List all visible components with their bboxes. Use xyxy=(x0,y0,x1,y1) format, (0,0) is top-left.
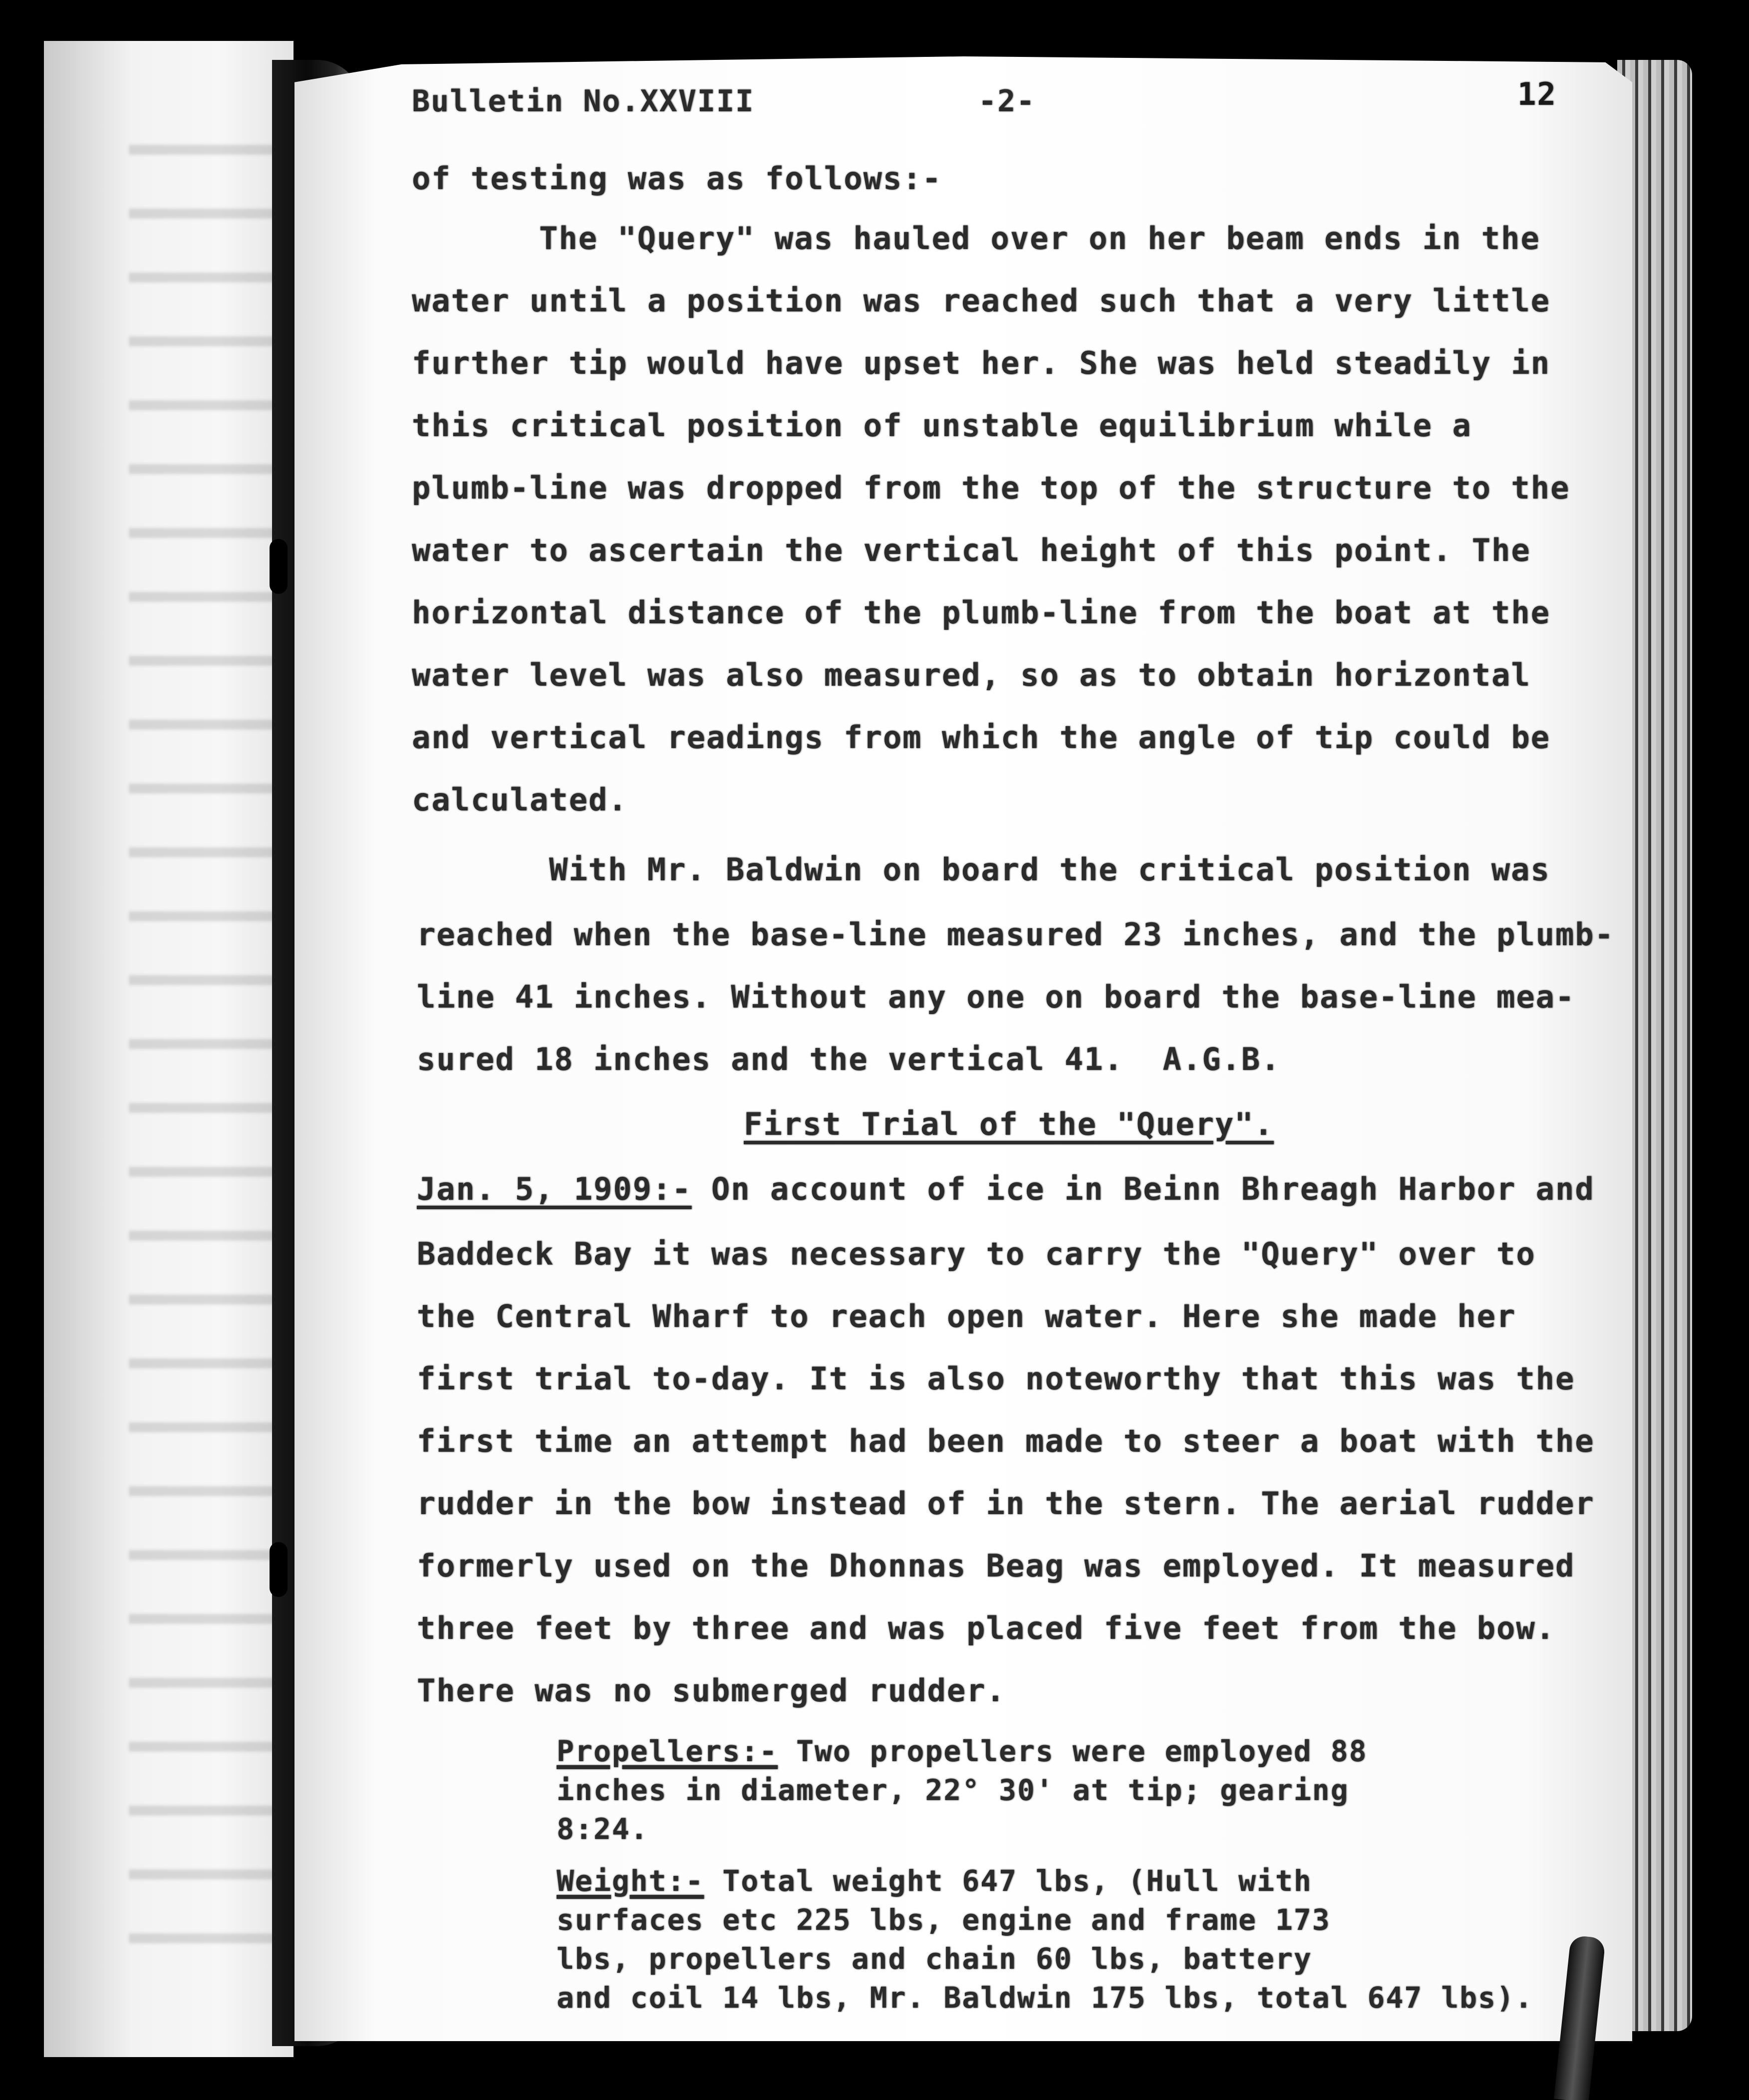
p1-line-4: this critical position of unstable equilibrium while a xyxy=(412,407,1472,444)
left-facing-page xyxy=(44,41,293,2057)
p2-line-4: sured 18 inches and the vertical 41. A.G.B. xyxy=(417,1041,1281,1077)
entry-date: Jan. 5, 1909:- xyxy=(417,1171,692,1207)
weight-line-4: and coil 14 lbs, Mr. Baldwin 175 lbs, total 647 lbs). xyxy=(557,1981,1533,2015)
propellers-line-1-rest: Two propellers were employed 88 xyxy=(778,1734,1368,1768)
propellers-line-1 xyxy=(557,1732,1367,1771)
p1-line-9: and vertical readings from which the angle of tip could be xyxy=(412,719,1550,756)
propellers-line-3: 8:24. xyxy=(557,1812,649,1846)
section-line-4: first trial to-day. It is also noteworthy that this was the xyxy=(417,1360,1575,1397)
bulletin-header: Bulletin No.XXVIII xyxy=(412,84,755,119)
propellers-label: Propellers:- xyxy=(557,1734,778,1768)
section-heading: First Trial of the "Query". xyxy=(744,1106,1274,1142)
section-line-8: three feet by three and was placed five feet from the bow. xyxy=(417,1610,1555,1646)
section-line-7: formerly used on the Dhonnas Beag was employed. It measured xyxy=(417,1548,1575,1584)
weight-line-2: surfaces etc 225 lbs, engine and frame 173 xyxy=(557,1903,1331,1937)
section-line-1 xyxy=(417,1158,1595,1220)
p1-line-6: water to ascertain the vertical height of this point. The xyxy=(412,532,1531,568)
intro-line: of testing was as follows:- xyxy=(412,160,942,197)
weight-label: Weight:- xyxy=(557,1864,704,1898)
p1-line-1: The "Query" was hauled over on her beam ends in the xyxy=(539,220,1540,257)
section-line-3: the Central Wharf to reach open water. Here she made her xyxy=(417,1298,1516,1334)
weight-line-1-rest: Total weight 647 lbs, (Hull with xyxy=(704,1864,1312,1898)
p1-line-7: horizontal distance of the plumb-line from the boat at the xyxy=(412,594,1550,631)
p2-line-1: With Mr. Baldwin on board the critical position was xyxy=(549,851,1550,888)
page-marker: -2- xyxy=(978,84,1036,119)
p1-line-2: water until a position was reached such that a very little xyxy=(412,282,1550,319)
section-line-5: first time an attempt had been made to steer a boat with the xyxy=(417,1423,1595,1459)
section-line-9: There was no submerged rudder. xyxy=(417,1672,1006,1709)
section-line-1-rest: On account of ice in Beinn Bhreagh Harbor and xyxy=(691,1171,1595,1207)
bleed-through-text xyxy=(129,101,279,1997)
section-line-2: Baddeck Bay it was necessary to carry the "Query" over to xyxy=(417,1236,1536,1272)
section-line-6: rudder in the bow instead of in the stern. The aerial rudder xyxy=(417,1485,1595,1522)
p2-line-3: line 41 inches. Without any one on board the base-line mea- xyxy=(417,979,1575,1015)
p1-line-10: calculated. xyxy=(412,782,628,818)
p1-line-8: water level was also measured, so as to obtain horizontal xyxy=(412,657,1531,693)
weight-line-3: lbs, propellers and chain 60 lbs, battery xyxy=(557,1942,1312,1976)
p2-line-2: reached when the base-line measured 23 inches, and the plumb- xyxy=(417,916,1614,953)
propellers-line-2: inches in diameter, 22° 30' at tip; gearing xyxy=(557,1773,1349,1807)
p1-line-3: further tip would have upset her. She was held steadily in xyxy=(412,345,1550,381)
p1-line-5: plumb-line was dropped from the top of the structure to the xyxy=(412,470,1570,506)
binding-hole-upper xyxy=(270,539,288,594)
page-number: 12 xyxy=(1517,76,1557,112)
binding-hole-lower xyxy=(270,1542,288,1597)
weight-line-1 xyxy=(557,1861,1312,1900)
